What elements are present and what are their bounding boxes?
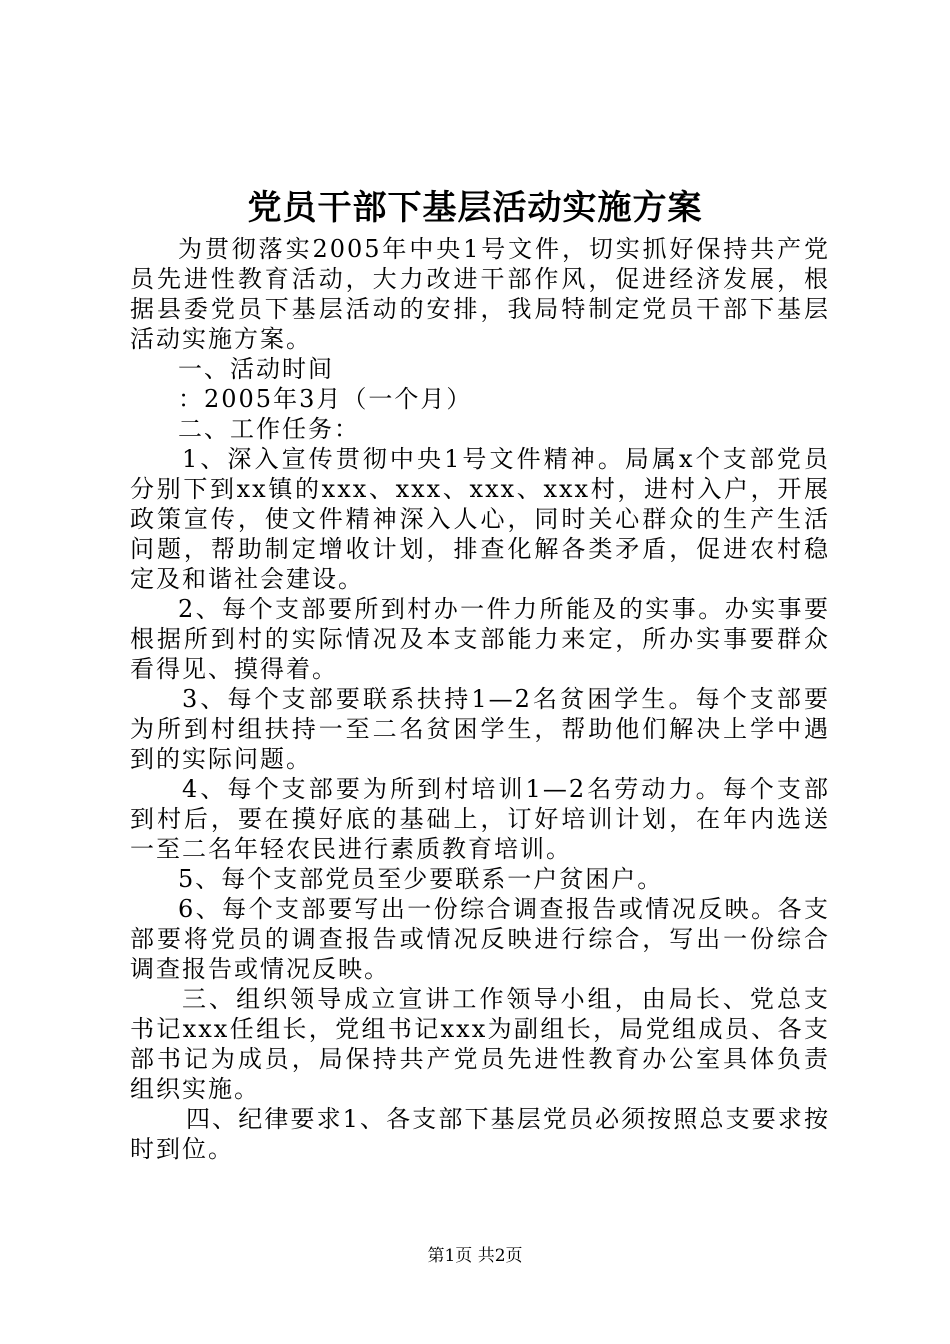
section-heading-activity-time: 一、活动时间 bbox=[178, 355, 334, 383]
document-body bbox=[130, 234, 830, 1164]
paragraph-activity-date: ：2005年3月（一个月） bbox=[178, 385, 473, 413]
paragraph-discipline: 四、纪律要求1、各支部下基层党员必须按照总支要求按时到位。 bbox=[130, 1105, 830, 1163]
paragraph-intro: 为贯彻落实2005年中央1号文件，切实抓好保持共产党员先进性教育活动，大力改进干部作风，促进经济发展，根据县委党员下基层活动的安排，我局特制定党员干部下基层活动实施方案。 bbox=[130, 235, 830, 353]
paragraph-task-2: 2、每个支部要所到村办一件力所能及的实事。办实事要根据所到村的实际情况及本支部能力来定，所办实事要群众看得见、摸得着。 bbox=[130, 595, 830, 683]
paragraph-task-1: 1、深入宣传贯彻中央1号文件精神。局属x个支部党员分别下到xx镇的xxx、xxx、xxx、xxx村，进村入户，开展政策宣传，使文件精神深入人心，同时关心群众的生产生活问题，帮助制定增收计划，排查化解各类矛盾，促进农村稳定及和谐社会建设。 bbox=[130, 445, 830, 593]
page-footer: 第1页 共2页 bbox=[427, 1246, 523, 1266]
paragraph-task-3: 3、每个支部要联系扶持1—2名贫困学生。每个支部要为所到村组扶持一至二名贫困学生，帮助他们解决上学中遇到的实际问题。 bbox=[130, 685, 830, 773]
paragraph-task-4: 4、每个支部要为所到村培训1—2名劳动力。每个支部到村后，要在摸好底的基础上，订好培训计划，在年内选送一至二名年轻农民进行素质教育培训。 bbox=[130, 775, 830, 863]
document-title: 党员干部下基层活动实施方案 bbox=[247, 188, 703, 228]
paragraph-organization: 三、组织领导成立宣讲工作领导小组，由局长、党总支书记xxx任组长，党组书记xxx为副组长，局党组成员、各支部书记为成员，局保持共产党员先进性教育办公室具体负责组织实施。 bbox=[130, 985, 830, 1103]
paragraph-task-6: 6、每个支部要写出一份综合调查报告或情况反映。各支部要将党员的调查报告或情况反映进行综合，写出一份综合调查报告或情况反映。 bbox=[130, 895, 830, 983]
section-heading-tasks: 二、工作任务： bbox=[178, 415, 360, 443]
paragraph-task-5: 5、每个支部党员至少要联系一户贫困户。 bbox=[178, 865, 664, 893]
